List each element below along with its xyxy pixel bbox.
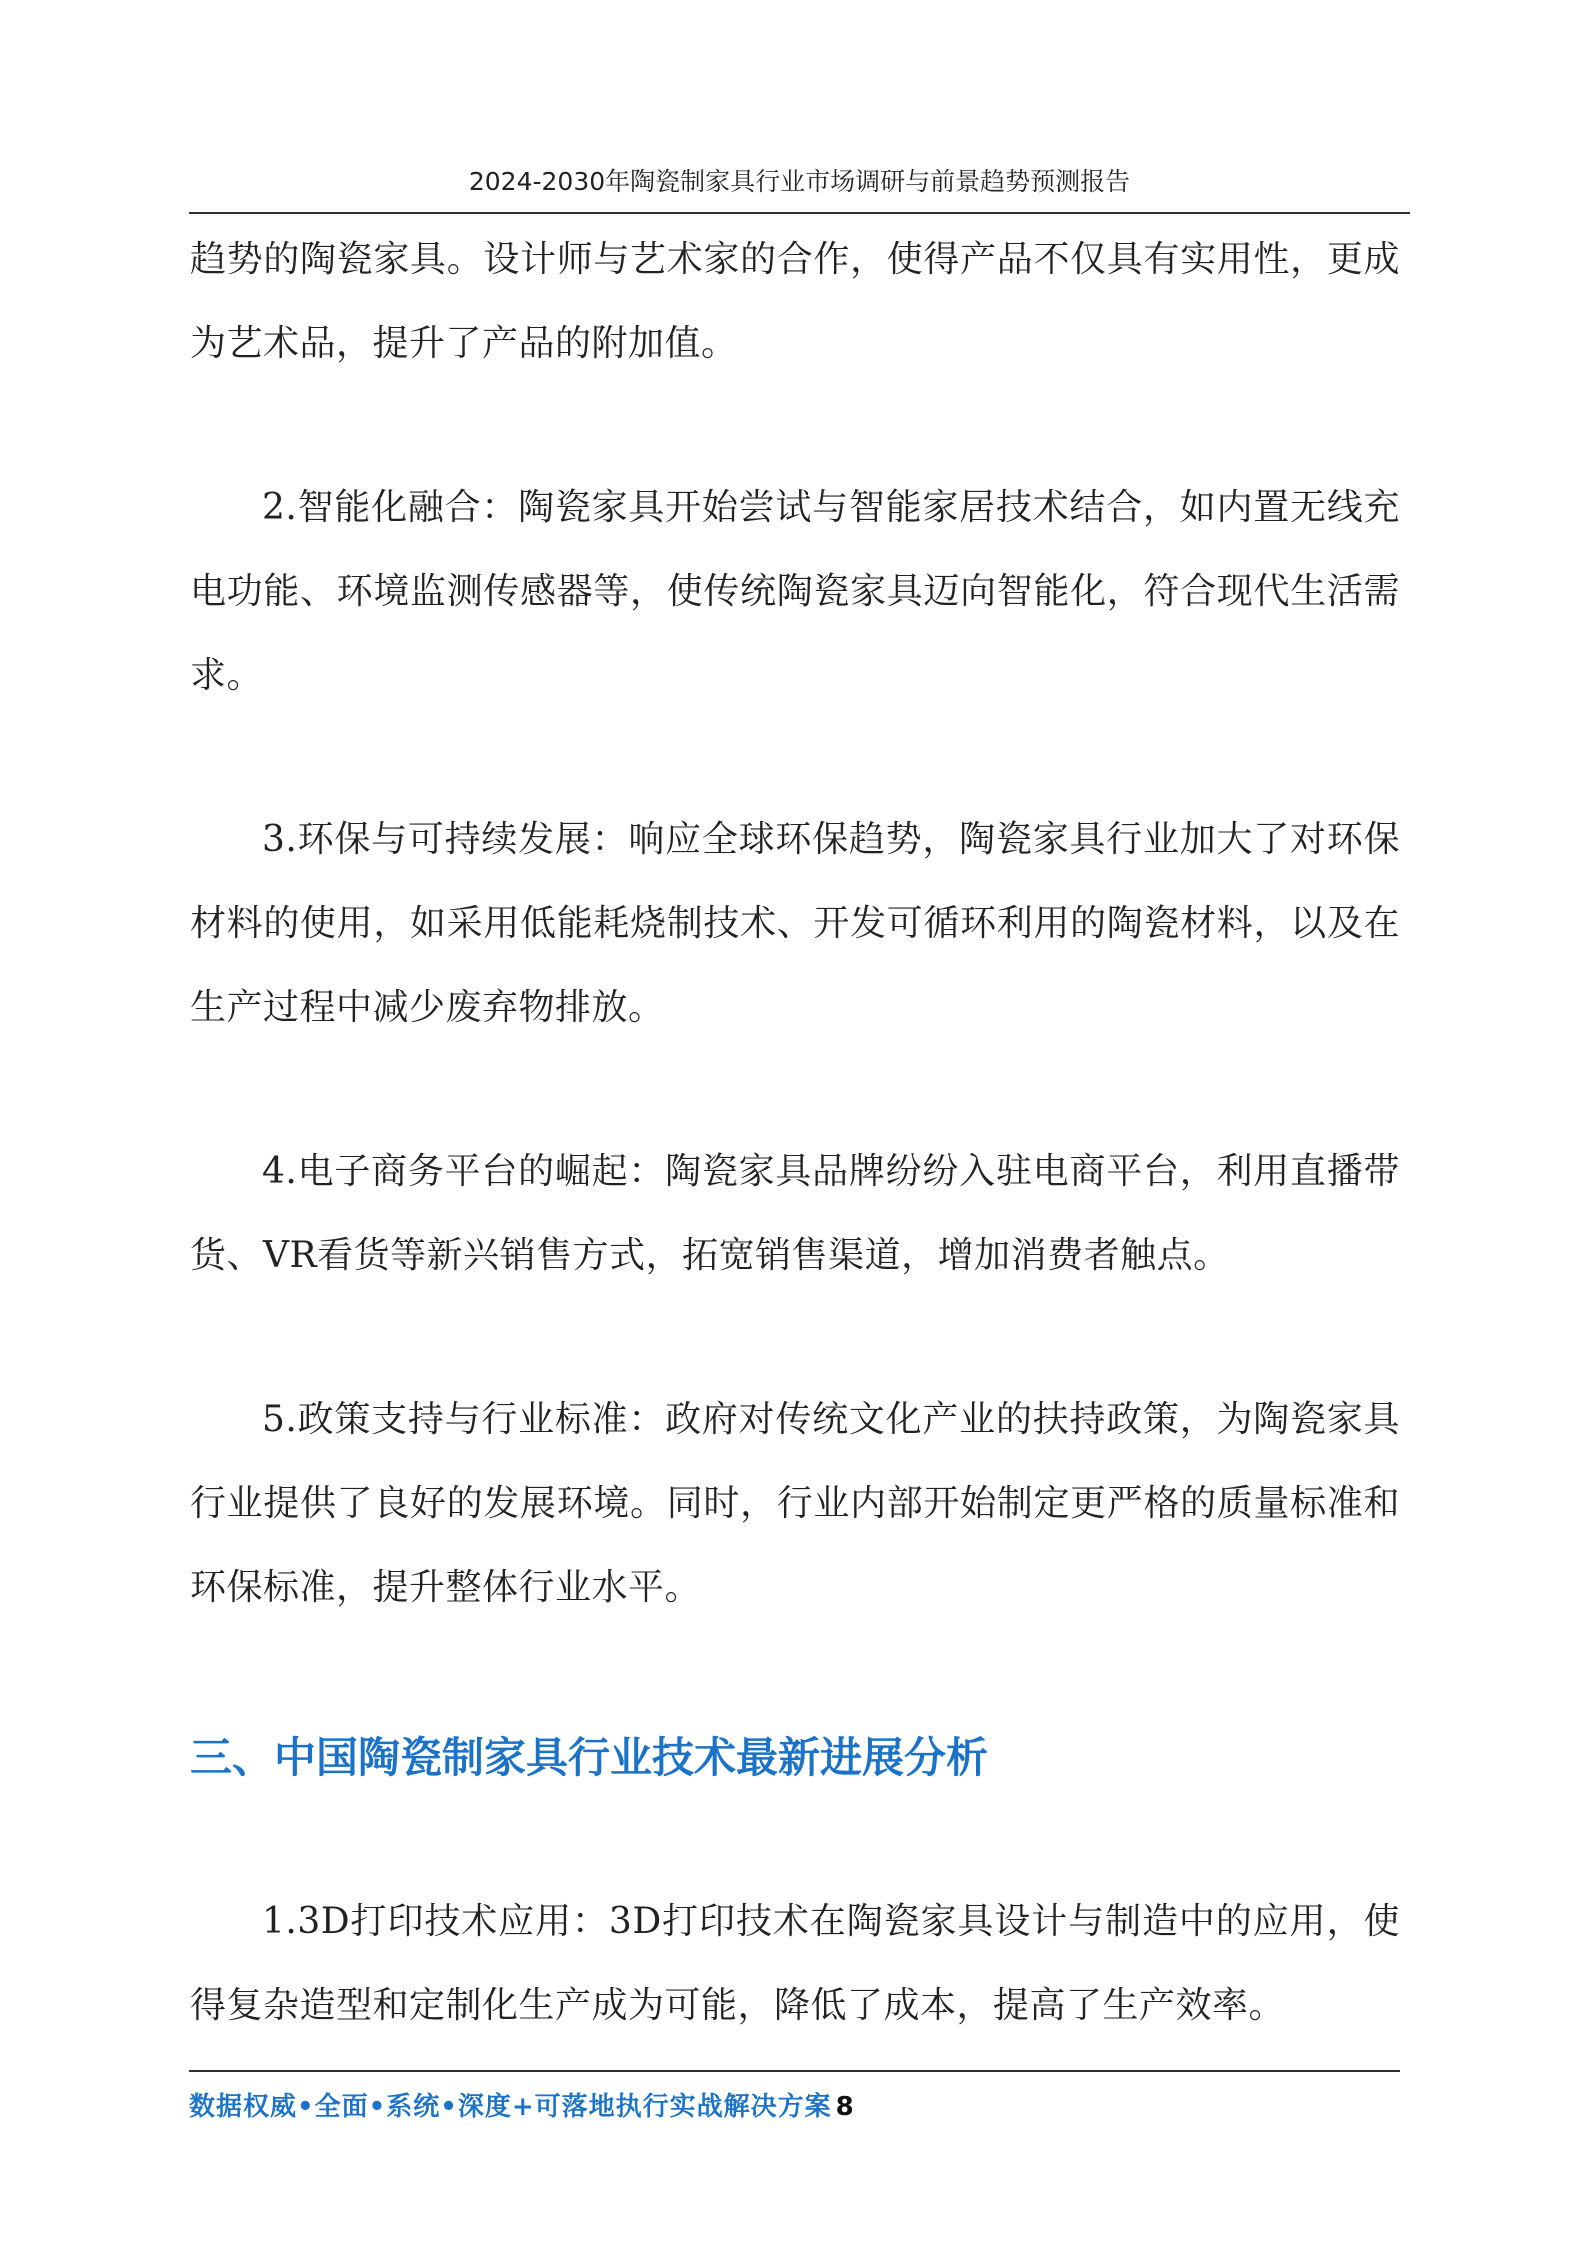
- list-item-2: 2.智能化融合：陶瓷家具开始尝试与智能家居技术结合，如内置无线充电功能、环境监测传感器等，使传统陶瓷家具迈向智能化，符合现代生活需求。: [190, 487, 1400, 696]
- list-item-4: 4.电子商务平台的崛起：陶瓷家具品牌纷纷入驻电商平台，利用直播带货、VR看货等新兴销售方式，拓宽销售渠道，增加消费者触点。: [190, 1151, 1400, 1276]
- page-header: [189, 160, 1410, 214]
- page-content: [190, 218, 1400, 2048]
- section-heading: 三、中国陶瓷制家具行业技术最新进展分析: [190, 1733, 989, 1782]
- footer-slogan: 数据权威•全面•系统•深度+可落地执行实战解决方案: [189, 2092, 832, 2122]
- page-footer: [189, 2070, 1400, 2123]
- section-item-1: 1.3D打印技术应用：3D打印技术在陶瓷家具设计与制造中的应用，使得复杂造型和定制化生产成为可能，降低了成本，提高了生产效率。: [190, 1901, 1400, 2026]
- continuation-paragraph: 趋势的陶瓷家具。设计师与艺术家的合作，使得产品不仅具有实用性，更成为艺术品，提升了产品的附加值。: [190, 239, 1400, 364]
- report-title: 2024-2030年陶瓷制家具行业市场调研与前景趋势预测报告: [468, 167, 1131, 196]
- page-number: 8: [835, 2092, 854, 2122]
- list-item-5: 5.政策支持与行业标准：政府对传统文化产业的扶持政策，为陶瓷家具行业提供了良好的发展环境。同时，行业内部开始制定更严格的质量标准和环保标准，提升整体行业水平。: [190, 1399, 1400, 1608]
- list-item-3: 3.环保与可持续发展：响应全球环保趋势，陶瓷家具行业加大了对环保材料的使用，如采用低能耗烧制技术、开发可循环利用的陶瓷材料，以及在生产过程中减少废弃物排放。: [190, 819, 1400, 1028]
